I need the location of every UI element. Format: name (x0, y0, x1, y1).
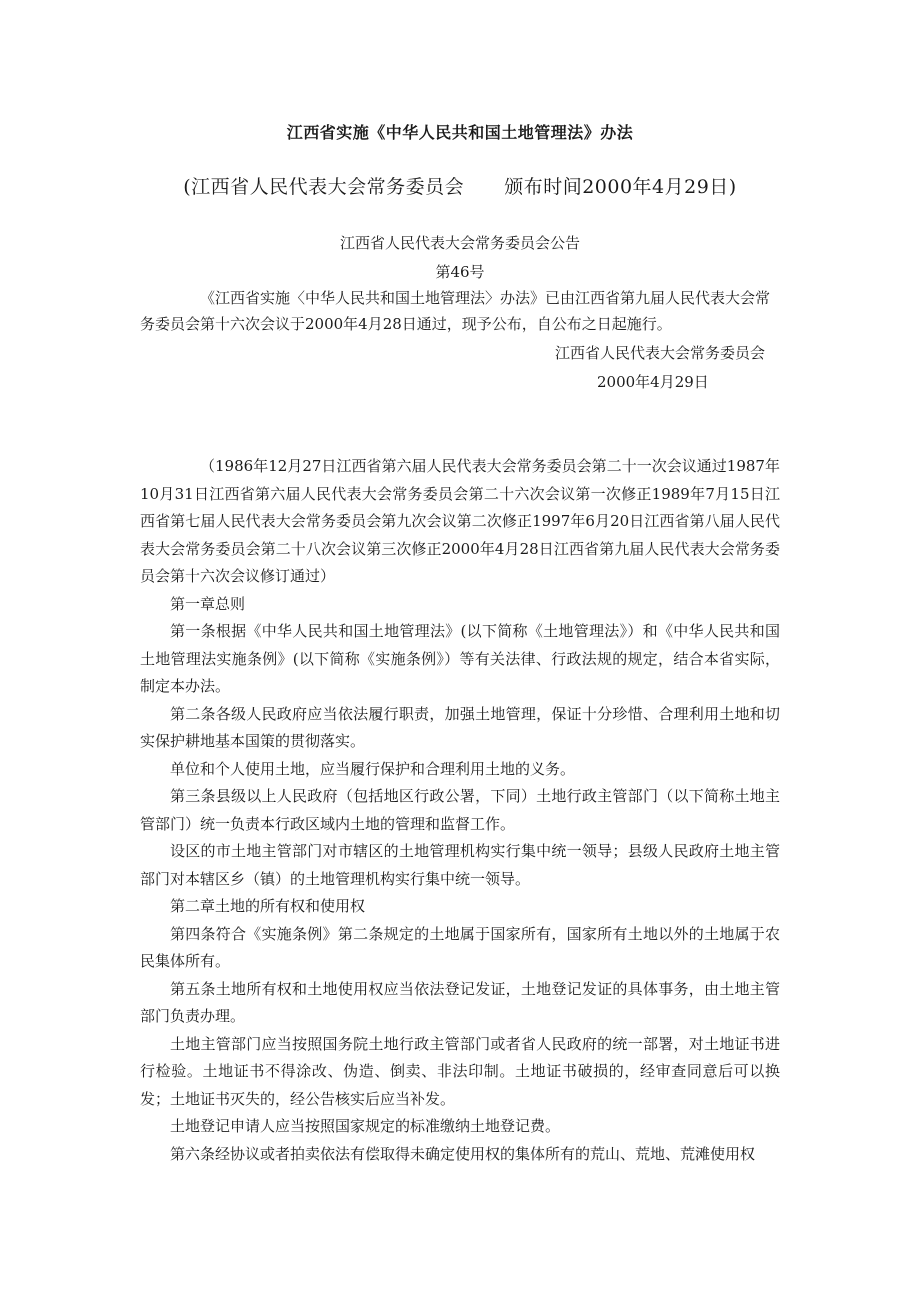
revision-history: （1986年12月27日江西省第六届人民代表大会常务委员会第二十一次会议通过1987年10月31日江西省第六届人民代表大会常务委员会第二十六次会议第一次修正1989年7月15日江西省第七届人民代表大会常务委员会第九次会议第二次修正1997年6月20日江西省第八届人民代表大会常务委员会第二十八次会议第三次修正2000年4月28日江西省第九届人民代表大会常务委员会第十六次会议修订通过） (140, 457, 780, 585)
notice-date: 2000年4月29日 (597, 373, 709, 391)
notice-body: 《江西省实施〈中华人民共和国土地管理法〉办法》已由江西省第九届人民代表大会常务委员会第十六次会议于2000年4月28日通过，现予公布，自公布之日起施行。 (140, 289, 771, 333)
chapter-heading: 第二章土地的所有权和使用权 (170, 897, 366, 915)
article-paragraph: 第六条经协议或者拍卖依法有偿取得未确定使用权的集体所有的荒山、荒地、荒滩使用权 (170, 1144, 756, 1163)
notice-signatory: 江西省人民代表大会常务委员会 (555, 344, 766, 362)
notice-heading: 江西省人民代表大会常务委员会公告 (339, 234, 580, 252)
notice-number: 第46号 (435, 263, 485, 281)
article-paragraph: 土地主管部门应当按照国务院土地行政主管部门或者省人民政府的统一部署，对土地证书进行检验。土地证书不得涂改、伪造、倒卖、非法印制。土地证书破损的，经审查同意后可以换发；土地证书灭失的，经公告核实后应当补发。 (140, 1034, 780, 1108)
document-title: 江西省实施《中华人民共和国土地管理法》办法 (286, 123, 634, 142)
article-paragraph: 第四条符合《实施条例》第二条规定的土地属于国家所有，国家所有土地以外的土地属于农民集体所有。 (140, 924, 780, 970)
article-paragraph: 土地登记申请人应当按照国家规定的标准缴纳土地登记费。 (170, 1117, 561, 1135)
subtitle-issuer: (江西省人民代表大会常务委员会 (183, 176, 465, 198)
article-paragraph: 第一条根据《中华人民共和国土地管理法》(以下简称《土地管理法》）和《中华人民共和国土地管理法实施条例》(以下简称《实施条例》）等有关法律、行政法规的规定，结合本省实际，制定本办法。 (140, 622, 780, 695)
document-body (140, 453, 780, 1168)
subtitle-date: 颁布时间2000年4月29日) (504, 176, 737, 198)
article-paragraph: 第三条县级以上人民政府（包括地区行政公署，下同）土地行政主管部门（以下简称土地主管部门）统一负责本行政区域内土地的管理和监督工作。 (140, 787, 780, 833)
article-paragraph: 第五条土地所有权和土地使用权应当依法登记发证，土地登记发证的具体事务，由土地主管部门负责办理。 (140, 979, 780, 1025)
article-paragraph: 设区的市土地主管部门对市辖区的土地管理机构实行集中统一领导；县级人民政府土地主管部门对本辖区乡（镇）的土地管理机构实行集中统一领导。 (140, 842, 780, 888)
document-subtitle (0, 172, 920, 199)
article-paragraph: 第二条各级人民政府应当依法履行职责，加强土地管理，保证十分珍惜、合理利用土地和切实保护耕地基本国策的贯彻落实。 (140, 704, 780, 750)
chapter-heading: 第一章总则 (170, 594, 246, 613)
article-paragraph: 单位和个人使用土地，应当履行保护和合理利用土地的义务。 (170, 759, 576, 778)
